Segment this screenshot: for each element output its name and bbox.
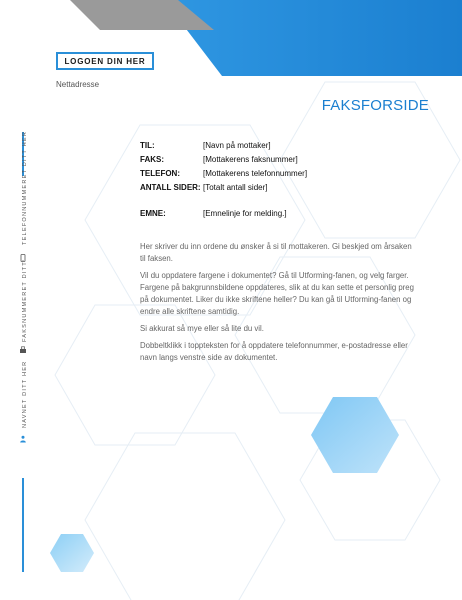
field-value[interactable]: [Navn på mottaker] [203,141,271,150]
logo-placeholder[interactable]: LOGOEN DIN HER [56,52,154,70]
body-paragraph: Dobbeltklikk i toppteksten for å oppdatere telefonnummer, e-postadresse eller navn langs venstre side av dokumentet. [140,341,408,362]
decor-hexagon-small [50,534,94,572]
decor-hexagon-large [311,397,399,473]
person-icon [19,435,27,443]
header-blue-band [164,0,462,76]
field-label: TELEFON: [140,169,180,178]
message-body[interactable] [140,241,415,369]
field-value[interactable]: [Mottakerens faksnummer] [203,155,298,164]
field-value[interactable]: [Mottakerens telefonnummer] [203,169,308,178]
fax-machine-icon [19,346,27,354]
sidebar-phone-label[interactable]: TELEFONNUMMERET DITT HER [22,130,28,245]
field-value[interactable]: [Totalt antall sider] [203,183,268,192]
field-label: ANTALL SIDER: [140,183,201,192]
field-label: EMNE: [140,209,166,218]
body-paragraph: Vil du oppdatere fargene i dokumentet? Gå til Utforming-fanen, og velg farger. Fargene på bakgrunnsbildene oppdateres, slik at du kan sette et personlig preg på dokumentet. Liker du ikke skriftene heller? Du kan gå til Utforming-fanen og endre alle skriftene samtidig. [140,271,414,316]
field-label: FAKS: [140,155,164,164]
body-paragraph: Her skriver du inn ordene du ønsker å si til mottakeren. Gi beskjed om årsaken til faksen. [140,242,412,263]
field-label: TIL: [140,141,155,150]
field-value[interactable]: [Emnelinje for melding.] [203,209,287,218]
sidebar-name-label[interactable]: NAVNET DITT HER [22,360,28,428]
page-title: FAKSFORSIDE [321,97,429,114]
body-paragraph: Si akkurat så mye eller så lite du vil. [140,324,264,333]
sidebar-fax-label[interactable]: FAKSNUMMERET DITT [22,261,28,342]
web-address: Nettadresse [56,80,100,89]
